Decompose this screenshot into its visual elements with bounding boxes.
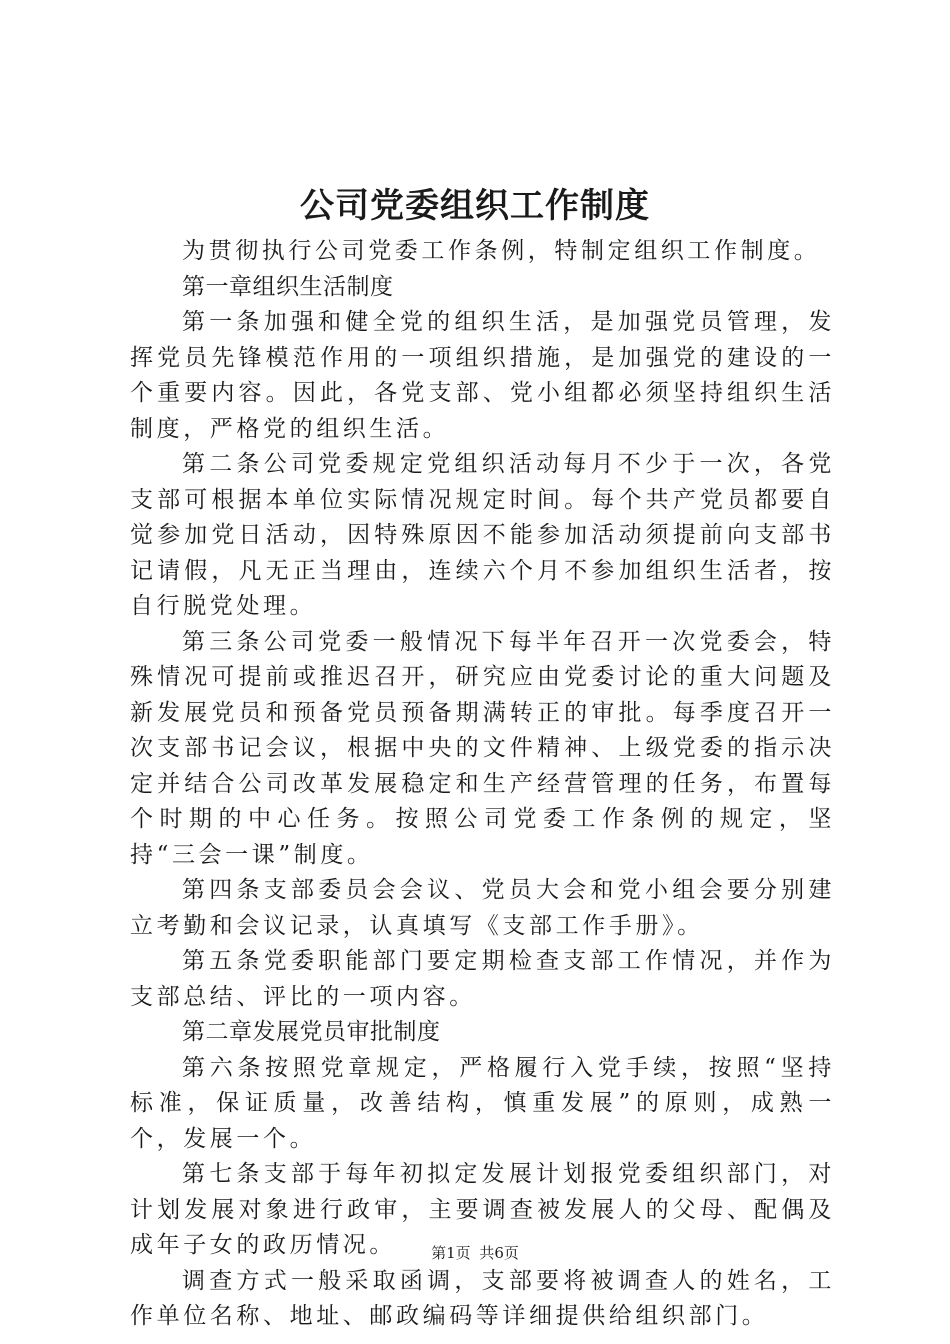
- article-6: 第六条按照党章规定，严格履行入党手续，按照“坚持标准，保证质量，改善结构，慎重发展”的原则，成熟一个，发展一个。: [130, 1054, 835, 1152]
- article-4: 第四条支部委员会会议、党员大会和党小组会要分别建立考勤和会议记录，认真填写《支部工作手册》。: [130, 877, 835, 939]
- document-title: 公司党委组织工作制度: [300, 186, 650, 226]
- page-number: 第1页 共6页: [431, 1244, 519, 1262]
- article-3: 第三条公司党委一般情况下每半年召开一次党委会，特殊情况可提前或推迟召开，研究应由党委讨论的重大问题及新发展党员和预备党员预备期满转正的审批。每季度召开一次支部书记会议，根据中央的文件精神、上级党委的指示决定并结合公司改革发展稳定和生产经营管理的任务，布置每个时期的中心任务。按照公司党委工作条例的规定，坚持“三会一课”制度。: [130, 628, 835, 868]
- chapter-heading-1: 第一章组织生活制度: [182, 273, 394, 300]
- article-2: 第二条公司党委规定党组织活动每月不少于一次，各党支部可根据本单位实际情况规定时间。每个共产党员都要自觉参加党日活动，因特殊原因不能参加活动须提前向支部书记请假，凡无正当理由，连续六个月不参加组织生活者，按自行脱党处理。: [130, 451, 835, 619]
- intro-paragraph: 为贯彻执行公司党委工作条例，特制定组织工作制度。: [182, 238, 821, 264]
- document-body: [130, 234, 835, 1335]
- article-5: 第五条党委职能部门要定期检查支部工作情况，并作为支部总结、评比的一项内容。: [130, 948, 835, 1010]
- article-7: 第七条支部于每年初拟定发展计划报党委组织部门，对计划发展对象进行政审，主要调查被发展人的父母、配偶及成年子女的政历情况。: [130, 1161, 835, 1258]
- chapter-heading-2: 第二章发展党员审批制度: [182, 1019, 441, 1045]
- article-1: 第一条加强和健全党的组织生活，是加强党员管理，发挥党员先锋模范作用的一项组织措施，是加强党的建设的一个重要内容。因此，各党支部、党小组都必须坚持组织生活制度，严格党的组织生活。: [130, 309, 835, 442]
- investigation-paragraph: 调查方式一般采取函调，支部要将被调查人的姓名，工作单位名称、地址、邮政编码等详细提供给组织部门。: [130, 1267, 835, 1329]
